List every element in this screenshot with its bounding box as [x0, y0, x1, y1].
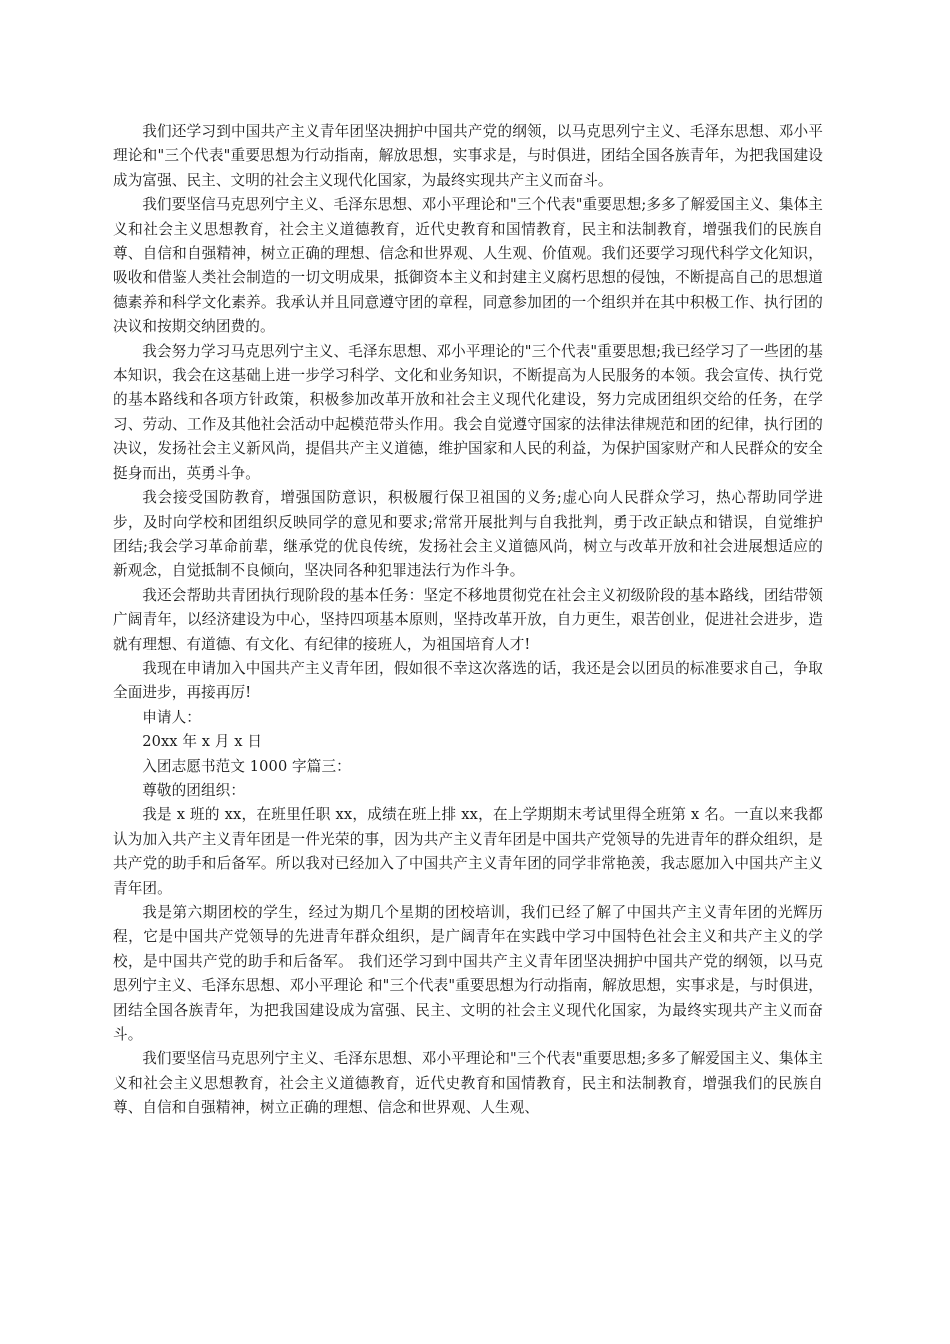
paragraph-8: 我是第六期团校的学生，经过为期几个星期的团校培训，我们已经了解了中国共产主义青年团的光辉历程，它是中国共产党领导的先进青年群众组织，是广阔青年在实践中学习中国特色社会主义和共产主义的学校，是中国共产党的助手和后备军。 我们还学习到中国共产主义青年团坚决拥护中国共产党的纲领，以马克思列宁主义、毛泽东思想、邓小平理论 和"三个代表"重要思想为行动指南，解放思想，实事求是，与时俱进，团结全国各族青年，为把我国建设成为富强、民主、文明的社会主义现代化国家，为最终实现共产主义而奋斗。	[113, 904, 823, 1044]
paragraph-2: 我们要坚信马克思列宁主义、毛泽东思想、邓小平理论和"三个代表"重要思想;多多了解爱国主义、集体主义和社会主义思想教育，社会主义道德教育，近代史教育和国情教育，民主和法制教育，增强我们的民族自尊、自信和自强精神，树立正确的理想、信念和世界观、人生观、价值观。我们还要学习现代科学文化知识，吸收和借鉴人类社会制造的一切文明成果，抵御资本主义和封建主义腐朽思想的侵蚀，不断提高自己的思想道德素养和科学文化素养。我承认并且同意遵守团的章程，同意参加团的一个组织并在其中积极工作、执行团的决议和按期交纳团费的。	[113, 196, 823, 336]
paragraph-3: 我会努力学习马克思列宁主义、毛泽东思想、邓小平理论的"三个代表"重要思想;我已经学习了一些团的基本知识，我会在这基础上进一步学习科学、文化和业务知识，不断提高为人民服务的本领。我会宣传、执行党的基本路线和各项方针政策，积极参加改革开放和社会主义现代化建设，努力完成团组织交给的任务，在学习、劳动、工作及其他社会活动中起模范带头作用。我会自觉遵守国家的法律法律规范和团的纪律，执行团的决议，发扬社会主义新风尚，提倡共产主义道德，维护国家和人民的利益，为保护国家财产和人民群众的安全挺身而出，英勇斗争。	[113, 342, 823, 482]
applicant-label: 申请人：	[142, 708, 201, 726]
date-line: 20xx 年 x 月 x 日	[142, 733, 263, 751]
paragraph-5: 我还会帮助共青团执行现阶段的基本任务：坚定不移地贯彻党在社会主义初级阶段的基本路线，团结带领广阔青年，以经济建设为中心，坚持四项基本原则，坚持改革开放，自力更生，艰苦创业，促进社会进步，造就有理想、有道德、有文化、有纪律的接班人，为祖国培育人才!	[113, 586, 823, 653]
paragraph-4: 我会接受国防教育，增强国防意识，积极履行保卫祖国的义务;虚心向人民群众学习，热心帮助同学进步，及时向学校和团组织反映同学的意见和要求;常常开展批判与自我批判，勇于改正缺点和错误，自觉维护团结;我会学习革命前辈，继承党的优良传统，发扬社会主义道德风尚，树立与改革开放和社会进展想适应的新观念，自觉抵制不良倾向，坚决同各种犯罪违法行为作斗争。	[113, 489, 823, 580]
section-heading: 入团志愿书范文 1000 字篇三：	[142, 757, 351, 775]
paragraph-9: 我们要坚信马克思列宁主义、毛泽东思想、邓小平理论和"三个代表"重要思想;多多了解爱国主义、集体主义和社会主义思想教育，社会主义道德教育，近代史教育和国情教育，民主和法制教育，增强我们的民族自尊、自信和自强精神，树立正确的理想、信念和世界观、人生观、	[113, 1050, 823, 1117]
paragraph-1: 我们还学习到中国共产主义青年团坚决拥护中国共产党的纲领，以马克思列宁主义、毛泽东思想、邓小平理论和"三个代表"重要思想为行动指南，解放思想，实事求是，与时俱进，团结全国各族青年，为把我国建设成为富强、民主、文明的社会主义现代化国家，为最终实现共产主义而奋斗。	[113, 123, 823, 189]
salutation: 尊敬的团组织：	[142, 781, 246, 799]
document-body	[113, 120, 823, 1121]
paragraph-6: 我现在申请加入中国共产主义青年团，假如很不幸这次落选的话，我还是会以团员的标准要求自己，争取全面进步，再接再厉!	[113, 659, 823, 702]
paragraph-7: 我是 x 班的 xx，在班里任职 xx，成绩在班上排 xx，在上学期期末考试里得全班第 x 名。一直以来我都认为加入共产主义青年团是一件光荣的事，因为共产主义青年团是中国共产党领导的先进青年的群众组织，是共产党的助手和后备军。所以我对已经加入了中国共产主义青年团的同学非常艳羡，我志愿加入中国共产主义青年团。	[113, 806, 823, 897]
